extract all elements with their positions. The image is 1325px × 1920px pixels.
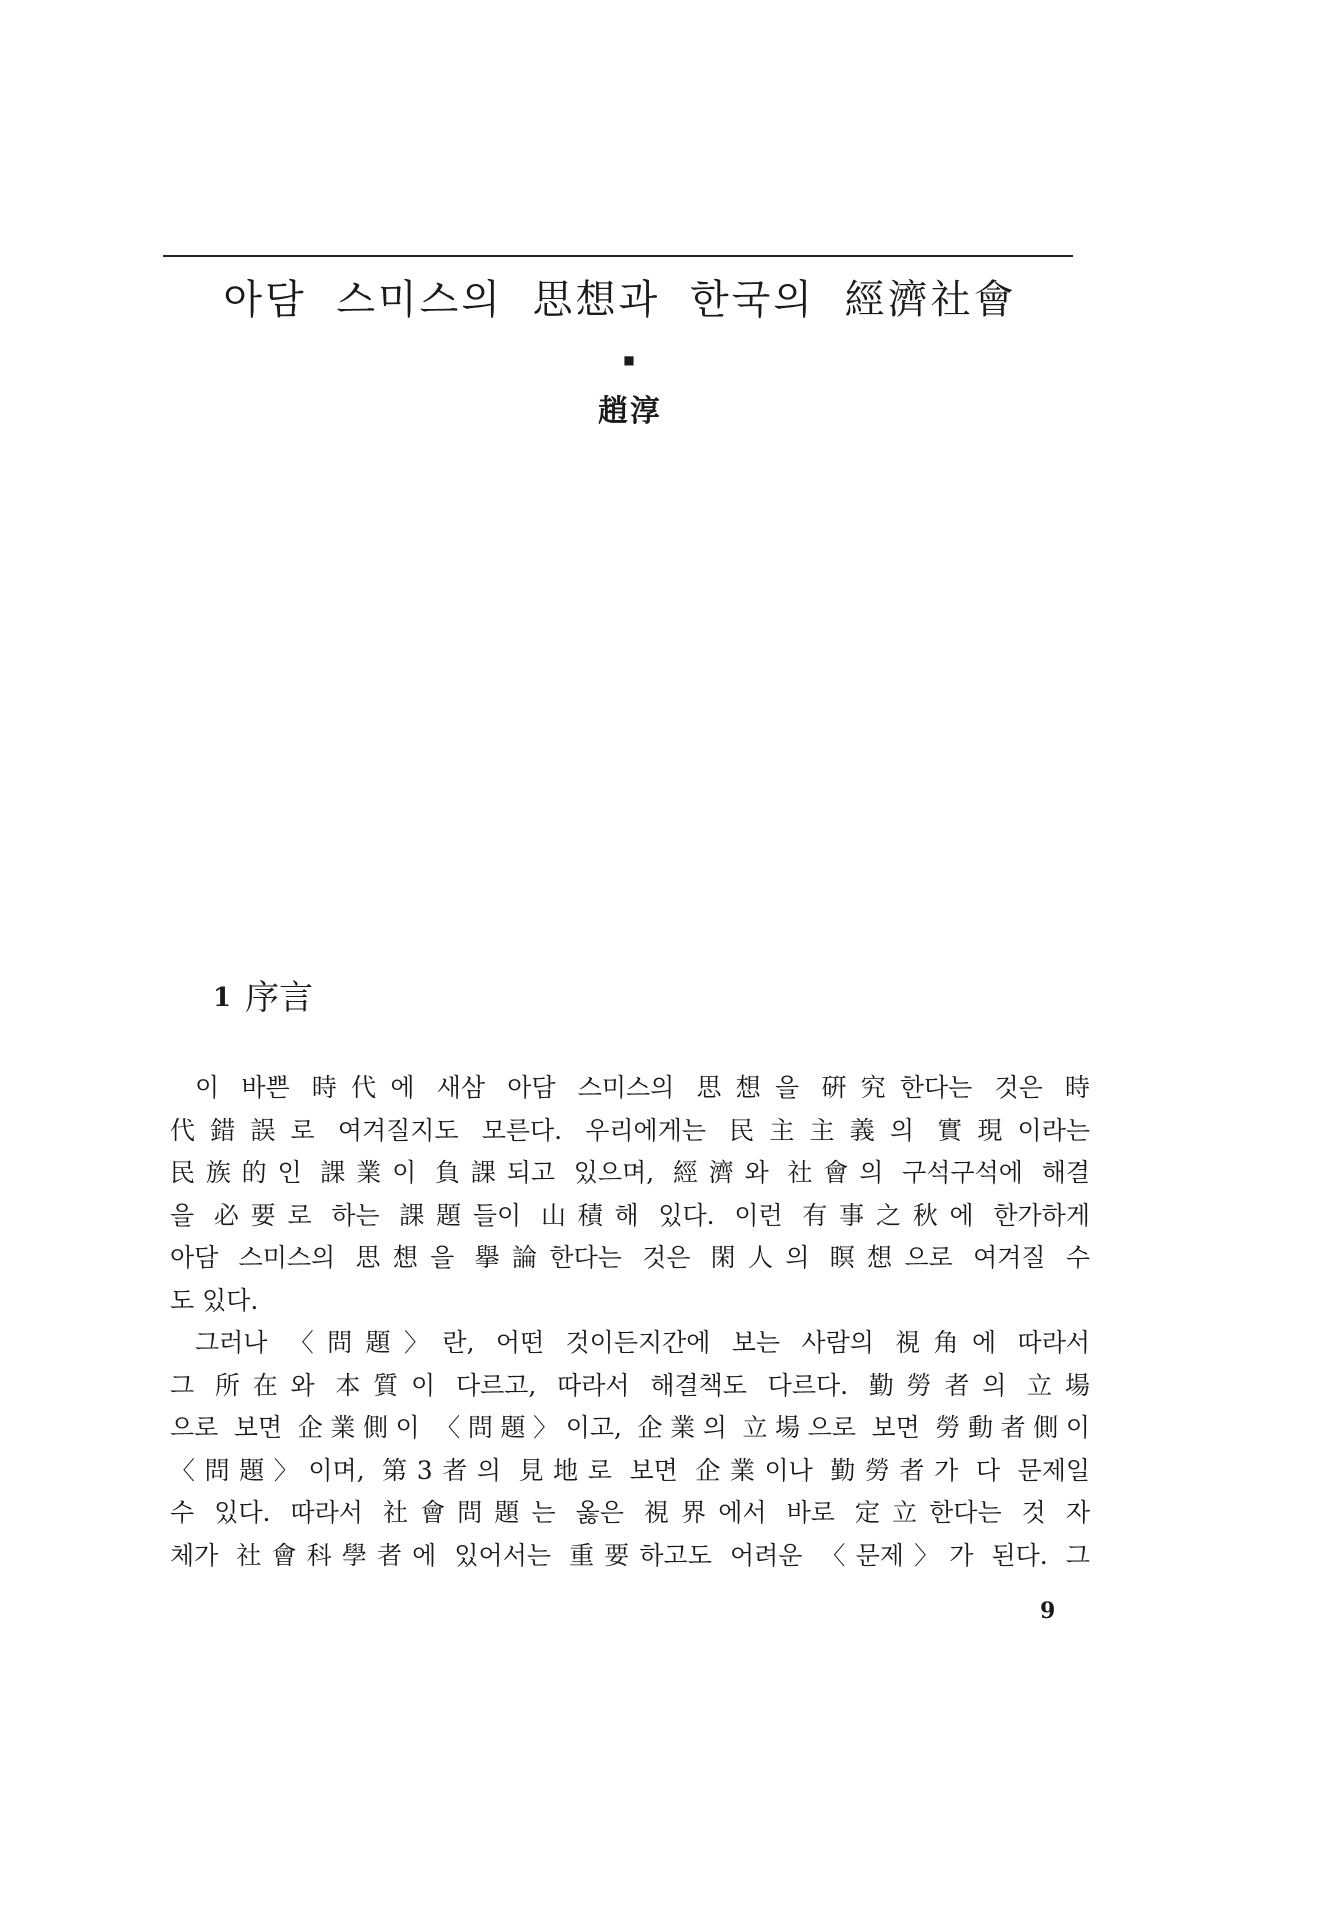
text-line: 수 있다. 따라서 社會問題는 옳은 視界에서 바로 定立한다는 것 자 [170,1498,1090,1527]
body-text [170,1067,1090,1577]
text-line: 그 所在와 本質이 다르고, 따라서 해결책도 다르다. 勤勞者의 立場 [170,1370,1090,1400]
page-number: 9 [1040,1598,1056,1624]
text-line: 체가 社會科學者에 있어서는 重要하고도 어려운 〈문제〉가 된다. 그 [170,1540,1090,1570]
article-author: 趙淳 [598,394,662,429]
text-line: 으로 보면 企業側이 〈問題〉이고, 企業의 立場으로 보면 勞動者側이 [170,1413,1090,1442]
paragraph [170,1067,1090,1322]
title-rule [163,255,1073,257]
section-heading [213,970,313,1019]
text-line: 도 있다. [170,1285,259,1315]
text-line: 〈問題〉이며, 第3者의 見地로 보면 企業이나 勤勞者가 다 문제일 [170,1455,1090,1485]
section-title: 序言 [245,978,314,1018]
text-line: 그러나 〈問題〉란, 어떤 것이든지간에 보는 사람의 視角에 따라서 [195,1328,1090,1357]
text-line: 이 바쁜 時代에 새삼 아담 스미스의 思想을 硏究한다는 것은 時 [195,1073,1090,1102]
text-line: 民族的인 課業이 負課되고 있으며, 經濟와 社會의 구석구석에 해결 [170,1158,1090,1187]
paragraph [170,1322,1090,1577]
text-line: 을 必要로 하는 課題들이 山積해 있다. 이런 有事之秋에 한가하게 [170,1200,1090,1230]
author-mark: ■ [623,353,635,367]
text-line: 代錯誤로 여겨질지도 모른다. 우리에게는 民主主義의 實現이라는 [170,1115,1090,1145]
text-line: 아담 스미스의 思想을 擧論한다는 것은 閑人의 瞑想으로 여겨질 수 [170,1243,1090,1272]
section-number: 1 [213,983,232,1013]
article-title: 아담 스미스의 思想과 한국의 經濟社會 [223,277,1017,323]
